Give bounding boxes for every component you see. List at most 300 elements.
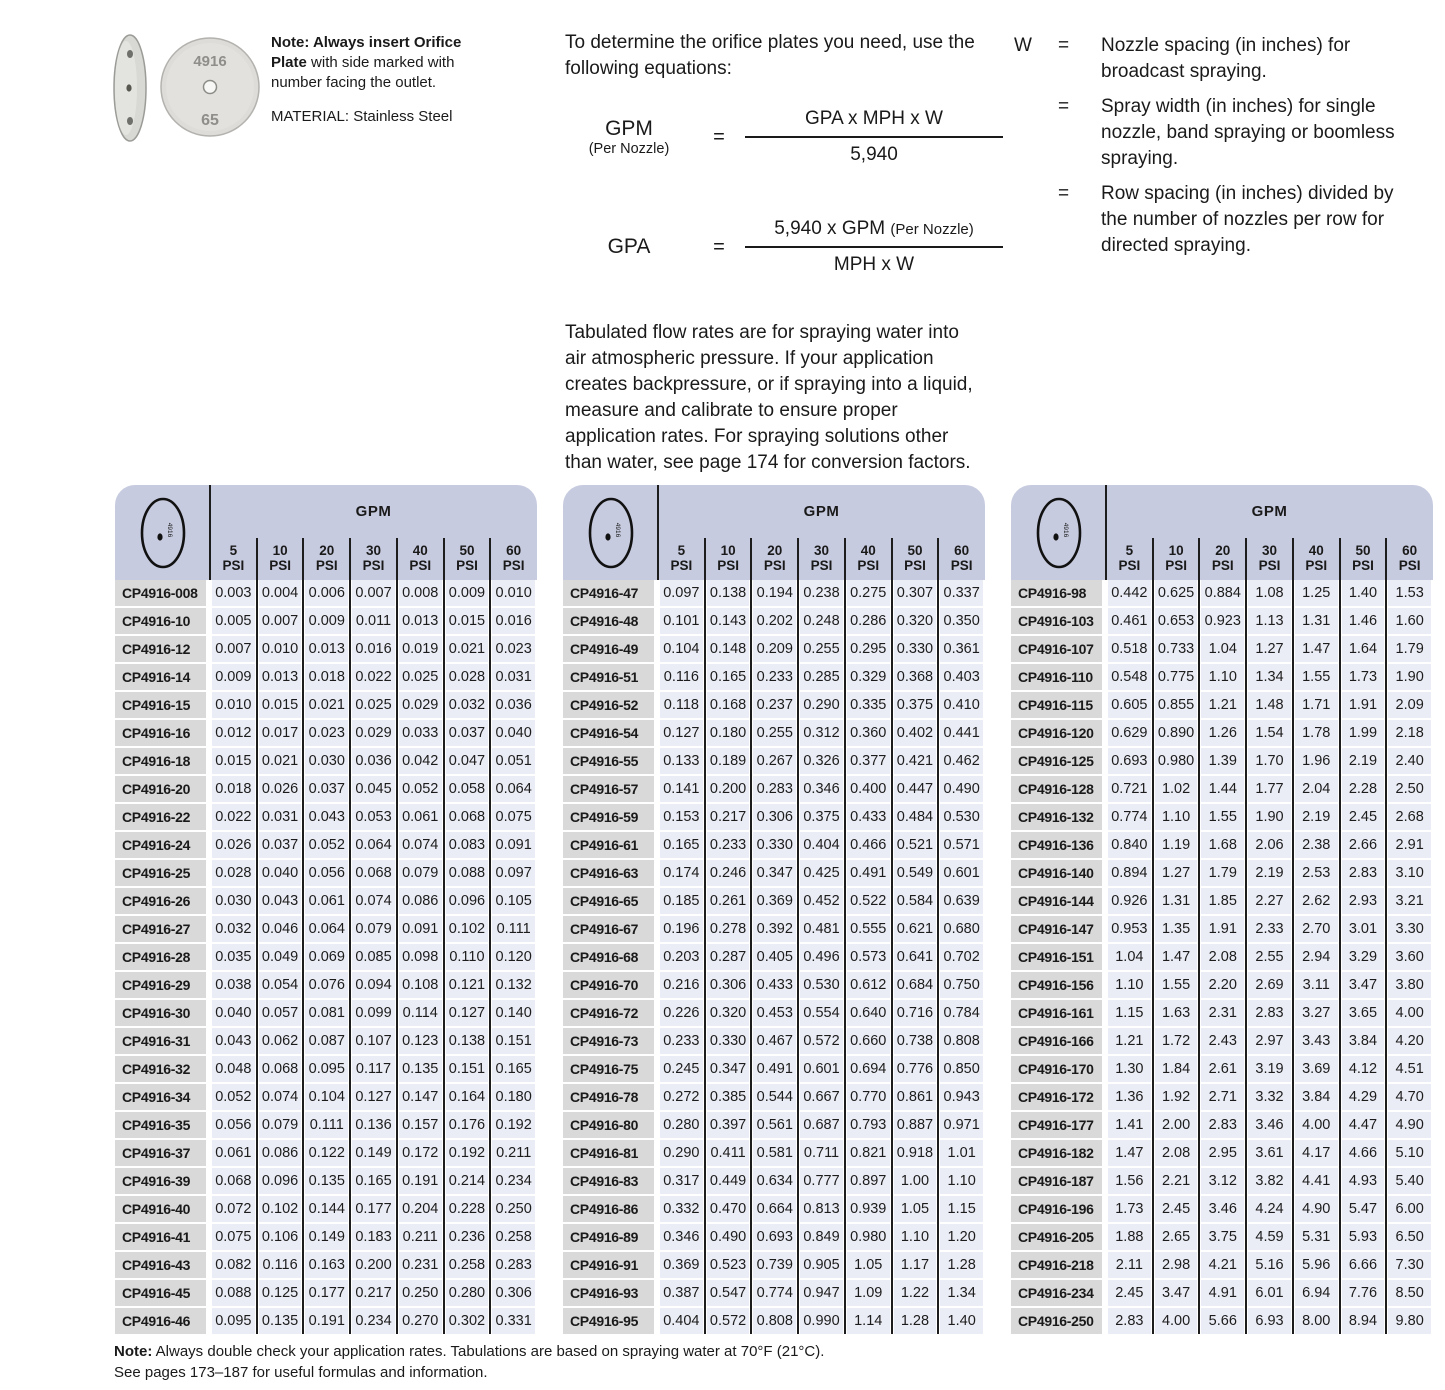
gpm-value-cell: 0.821: [847, 1140, 890, 1166]
psi-unit: PSI: [1305, 558, 1328, 573]
gpm-value-cell: 5.93: [1342, 1224, 1385, 1250]
gpm-value-cell: 3.65: [1342, 1000, 1385, 1026]
gpm-value-cell: 0.441: [940, 720, 983, 746]
gpa-denominator: MPH x W: [833, 254, 915, 275]
gpm-value-cell: 0.572: [800, 1028, 843, 1054]
gpm-value-cell: 0.058: [446, 776, 489, 802]
table-row: [563, 1000, 985, 1026]
gpm-value-cell: 8.50: [1388, 1280, 1431, 1306]
gpm-value-cell: 0.021: [305, 692, 348, 718]
gpm-value-cell: 0.048: [212, 1056, 255, 1082]
table-row: [563, 1056, 985, 1082]
gpm-value-cell: 0.025: [399, 664, 442, 690]
part-number-cell: CP4916-83: [563, 1168, 654, 1194]
gpm-value-cell: 4.12: [1342, 1056, 1385, 1082]
gpm-value-cell: 1.28: [894, 1308, 937, 1334]
part-number-cell: CP4916-51: [563, 664, 654, 690]
psi-header-cell: [303, 538, 350, 580]
psi-header-cell: [751, 538, 798, 580]
gpm-value-cell: 2.18: [1388, 720, 1431, 746]
equals-sign: =: [713, 235, 725, 258]
table-row: [115, 1252, 537, 1278]
table-header: [1011, 485, 1433, 580]
gpm-value-cell: 0.453: [753, 1000, 796, 1026]
gpm-value-cell: 1.79: [1201, 860, 1244, 886]
psi-unit: PSI: [456, 558, 478, 573]
gpm-value-cell: 0.045: [352, 776, 395, 802]
gpm-value-cell: 0.850: [940, 1056, 983, 1082]
gpm-value-cell: 0.081: [305, 1000, 348, 1026]
table-row: [1011, 1140, 1433, 1166]
gpm-value-cell: 4.59: [1248, 1224, 1291, 1250]
psi-unit: PSI: [857, 558, 880, 573]
gpm-value-cell: 0.452: [800, 888, 843, 914]
part-number-cell: CP4916-95: [563, 1308, 654, 1334]
gpm-value-cell: 0.015: [259, 692, 302, 718]
footer-note: [114, 1341, 1014, 1383]
gpm-value-cell: 0.192: [446, 1140, 489, 1166]
gpm-value-cell: 1.17: [894, 1252, 937, 1278]
gpm-value-cell: 0.017: [259, 720, 302, 746]
table-row: [115, 664, 537, 690]
gpm-value-cell: 0.136: [352, 1112, 395, 1138]
equals-sign: =: [1058, 96, 1070, 117]
gpm-value-cell: 0.884: [1201, 580, 1244, 606]
gpm-value-cell: 0.083: [446, 832, 489, 858]
gpm-value-cell: 0.076: [305, 972, 348, 998]
gpm-value-cell: 0.127: [660, 720, 703, 746]
gpm-value-cell: 0.068: [352, 860, 395, 886]
table-row: [563, 720, 985, 746]
gpm-value-cell: 5.66: [1201, 1308, 1244, 1334]
table-header-right: [210, 485, 537, 580]
part-number-cell: CP4916-156: [1011, 972, 1102, 998]
psi-value: 30: [814, 543, 830, 558]
gpm-value-cell: 0.280: [660, 1112, 703, 1138]
gpm-value-cell: 1.55: [1201, 804, 1244, 830]
gpm-value-cell: 0.425: [800, 860, 843, 886]
table-row: [1011, 1000, 1433, 1026]
gpm-value-cell: 2.45: [1342, 804, 1385, 830]
gpm-value-cell: 0.180: [492, 1084, 535, 1110]
gpm-value-cell: 0.233: [707, 832, 750, 858]
column-divider-line: [750, 538, 752, 1334]
psi-unit: PSI: [315, 558, 338, 573]
psi-value: 20: [767, 543, 783, 558]
gpm-value-cell: 0.209: [753, 636, 796, 662]
gpm-value-cell: 3.32: [1248, 1084, 1291, 1110]
column-divider-line: [302, 538, 304, 1334]
gpm-value-cell: 0.106: [259, 1224, 302, 1250]
psi-unit: PSI: [1398, 558, 1421, 573]
gpa-label: GPA: [607, 235, 651, 258]
gpm-value-cell: 3.43: [1295, 1028, 1338, 1054]
gpm-value-cell: 0.147: [399, 1084, 442, 1110]
gpm-value-cell: 0.750: [940, 972, 983, 998]
gpm-value-cell: 0.102: [446, 916, 489, 942]
gpm-value-cell: 1.21: [1108, 1028, 1151, 1054]
gpm-value-cell: 5.10: [1388, 1140, 1431, 1166]
part-number-cell: CP4916-34: [115, 1084, 206, 1110]
gpm-value-cell: 0.202: [753, 608, 796, 634]
gpm-value-cell: 2.50: [1388, 776, 1431, 802]
part-number-cell: CP4916-40: [115, 1196, 206, 1222]
table-row: [1011, 804, 1433, 830]
gpm-value-cell: 0.013: [305, 636, 348, 662]
gpm-value-cell: 0.855: [1155, 692, 1198, 718]
gpm-value-cell: 0.258: [446, 1252, 489, 1278]
gpm-value-cell: 0.016: [352, 636, 395, 662]
gpm-value-cell: 0.544: [753, 1084, 796, 1110]
gpm-value-cell: 1.72: [1155, 1028, 1198, 1054]
table-row: [1011, 1084, 1433, 1110]
gpm-value-cell: 0.278: [707, 916, 750, 942]
gpm-value-cell: 0.774: [753, 1280, 796, 1306]
gpm-value-cell: 0.490: [707, 1224, 750, 1250]
part-number-cell: CP4916-170: [1011, 1056, 1102, 1082]
gpm-value-cell: 0.087: [305, 1028, 348, 1054]
gpm-value-cell: 0.148: [707, 636, 750, 662]
gpm-value-cell: 3.30: [1388, 916, 1431, 942]
table-body: [115, 580, 537, 1334]
gpm-value-cell: 0.467: [753, 1028, 796, 1054]
gpm-value-cell: 0.079: [259, 1112, 302, 1138]
gpm-value-cell: 0.052: [399, 776, 442, 802]
gpm-value-cell: 0.625: [1155, 580, 1198, 606]
gpm-value-cell: 3.80: [1388, 972, 1431, 998]
gpm-value-cell: 0.151: [492, 1028, 535, 1054]
gpm-value-cell: 0.897: [847, 1168, 890, 1194]
gpa-equation-lhs: [565, 235, 693, 259]
gpm-value-cell: 1.63: [1155, 1000, 1198, 1026]
gpm-value-cell: 0.491: [847, 860, 890, 886]
psi-unit: PSI: [409, 558, 432, 573]
gpm-value-cell: 0.036: [492, 692, 535, 718]
gpm-value-cell: 0.075: [492, 804, 535, 830]
table-row: [563, 916, 985, 942]
gpm-value-cell: 0.320: [894, 608, 937, 634]
gpm-value-cell: 0.680: [940, 916, 983, 942]
gpm-value-cell: 1.10: [1155, 804, 1198, 830]
gpm-value-cell: 6.94: [1295, 1280, 1338, 1306]
gpm-value-cell: 0.255: [753, 720, 796, 746]
gpm-value-cell: 0.548: [1108, 664, 1151, 690]
gpm-value-cell: 0.165: [707, 664, 750, 690]
gpm-value-cell: 0.157: [399, 1112, 442, 1138]
gpm-denominator: 5,940: [850, 144, 898, 165]
equals-sign: =: [1058, 183, 1070, 204]
gpm-value-cell: 0.196: [660, 916, 703, 942]
gpm-value-cell: 0.375: [800, 804, 843, 830]
w-definitions: [1014, 33, 1409, 259]
gpm-value-cell: 0.200: [352, 1252, 395, 1278]
gpm-value-cell: 1.55: [1295, 664, 1338, 690]
gpm-column-group-label: GPM: [803, 503, 840, 520]
gpm-value-cell: 0.275: [847, 580, 890, 606]
part-number-cell: CP4916-41: [115, 1224, 206, 1250]
part-number-cell: CP4916-49: [563, 636, 654, 662]
gpm-value-cell: 0.021: [259, 748, 302, 774]
gpm-value-cell: 0.085: [352, 944, 395, 970]
table-row: [1011, 832, 1433, 858]
table-row: [115, 776, 537, 802]
gpm-value-cell: 0.072: [212, 1196, 255, 1222]
gpm-value-cell: 0.776: [894, 1056, 937, 1082]
gpm-value-cell: 0.641: [894, 944, 937, 970]
gpm-value-cell: 0.068: [259, 1056, 302, 1082]
gpm-value-cell: 0.280: [446, 1280, 489, 1306]
part-number-cell: CP4916-26: [115, 888, 206, 914]
gpm-value-cell: 2.11: [1108, 1252, 1151, 1278]
gpm-value-cell: 0.721: [1108, 776, 1151, 802]
gpm-value-cell: 0.234: [352, 1308, 395, 1334]
column-divider-line: [443, 538, 445, 1334]
table-row: [115, 1000, 537, 1026]
part-number-cell: CP4916-218: [1011, 1252, 1102, 1278]
gpm-value-cell: 1.92: [1155, 1084, 1198, 1110]
gpm-value-cell: 3.84: [1295, 1084, 1338, 1110]
gpm-value-cell: 0.108: [399, 972, 442, 998]
part-number-cell: CP4916-205: [1011, 1224, 1102, 1250]
flow-table-3: [1011, 485, 1433, 1334]
gpm-value-cell: 0.028: [446, 664, 489, 690]
gpm-value-cell: 0.547: [707, 1280, 750, 1306]
column-divider-line: [1339, 538, 1341, 1334]
gpm-value-cell: 1.09: [847, 1280, 890, 1306]
gpm-label: GPM: [605, 117, 653, 140]
table-header-right: [658, 485, 985, 580]
gpm-value-cell: 0.237: [753, 692, 796, 718]
gpm-value-cell: 5.40: [1388, 1168, 1431, 1194]
gpm-value-cell: 2.08: [1155, 1140, 1198, 1166]
table-corner: [563, 485, 658, 580]
table-row: [115, 1028, 537, 1054]
part-number-cell: CP4916-140: [1011, 860, 1102, 886]
gpm-value-cell: 0.008: [399, 580, 442, 606]
column-divider-line: [349, 538, 351, 1334]
table-row: [563, 664, 985, 690]
gpm-value-cell: 1.05: [894, 1196, 937, 1222]
gpm-value-cell: 0.047: [446, 748, 489, 774]
gpm-value-cell: 0.738: [894, 1028, 937, 1054]
gpm-value-cell: 0.007: [259, 608, 302, 634]
gpm-value-cell: 2.71: [1201, 1084, 1244, 1110]
gpm-value-cell: 1.21: [1201, 692, 1244, 718]
gpm-value-cell: 0.140: [492, 1000, 535, 1026]
gpm-value-cell: 2.19: [1295, 804, 1338, 830]
gpm-value-cell: 0.953: [1108, 916, 1151, 942]
gpm-value-cell: 0.029: [399, 692, 442, 718]
material-text: MATERIAL: Stainless Steel: [271, 108, 453, 125]
gpm-value-cell: 2.97: [1248, 1028, 1291, 1054]
table-corner: [1011, 485, 1106, 580]
gpm-value-cell: 0.612: [847, 972, 890, 998]
gpm-value-cell: 0.036: [352, 748, 395, 774]
gpm-value-cell: 0.561: [753, 1112, 796, 1138]
gpm-value-cell: 0.037: [446, 720, 489, 746]
gpm-value-cell: 0.350: [940, 608, 983, 634]
table-row: [115, 972, 537, 998]
part-number-cell: CP4916-166: [1011, 1028, 1102, 1054]
gpm-value-cell: 0.176: [446, 1112, 489, 1138]
table-row: [563, 888, 985, 914]
gpm-value-cell: 0.043: [259, 888, 302, 914]
gpm-value-cell: 0.120: [492, 944, 535, 970]
gpm-value-cell: 0.777: [800, 1168, 843, 1194]
gpm-value-cell: 0.088: [446, 860, 489, 886]
gpm-value-cell: 0.306: [492, 1280, 535, 1306]
equals-sign: =: [1058, 35, 1070, 56]
gpm-value-cell: 0.094: [352, 972, 395, 998]
gpm-value-cell: 0.234: [492, 1168, 535, 1194]
part-number-cell: CP4916-147: [1011, 916, 1102, 942]
psi-header-cell: [1153, 538, 1200, 580]
gpm-value-cell: 0.107: [352, 1028, 395, 1054]
table-row: [1011, 748, 1433, 774]
gpa-numerator-main: 5,940 x GPM: [774, 218, 891, 239]
part-number-cell: CP4916-187: [1011, 1168, 1102, 1194]
gpm-value-cell: 2.61: [1201, 1056, 1244, 1082]
part-number-cell: CP4916-25: [115, 860, 206, 886]
gpm-value-cell: 0.088: [212, 1280, 255, 1306]
gpm-value-cell: 0.032: [212, 916, 255, 942]
gpm-value-cell: 0.029: [352, 720, 395, 746]
table-row: [1011, 916, 1433, 942]
gpm-value-cell: 0.433: [753, 972, 796, 998]
gpm-value-cell: 0.250: [399, 1280, 442, 1306]
gpm-value-cell: 0.521: [894, 832, 937, 858]
gpm-value-cell: 1.35: [1155, 916, 1198, 942]
gpm-value-cell: 0.023: [305, 720, 348, 746]
gpm-value-cell: 0.286: [847, 608, 890, 634]
gpm-value-cell: 1.15: [940, 1196, 983, 1222]
table-row: [1011, 1196, 1433, 1222]
gpm-value-cell: 4.00: [1295, 1112, 1338, 1138]
gpm-value-cell: 0.442: [1108, 580, 1151, 606]
table-row: [115, 860, 537, 886]
gpm-value-cell: 0.433: [847, 804, 890, 830]
psi-value: 5: [1125, 543, 1134, 558]
gpm-value-cell: 0.116: [259, 1252, 302, 1278]
table-row: [1011, 944, 1433, 970]
gpm-value-cell: 3.61: [1248, 1140, 1291, 1166]
gpm-value-cell: 0.127: [446, 1000, 489, 1026]
gpm-value-cell: 2.94: [1295, 944, 1338, 970]
gpm-value-cell: 0.069: [305, 944, 348, 970]
gpm-value-cell: 0.079: [399, 860, 442, 886]
gpm-value-cell: 0.584: [894, 888, 937, 914]
gpm-value-cell: 2.31: [1201, 1000, 1244, 1026]
gpm-value-cell: 1.40: [1342, 580, 1385, 606]
table-row: [563, 1112, 985, 1138]
psi-unit: PSI: [810, 558, 833, 573]
gpm-value-cell: 1.60: [1388, 608, 1431, 634]
table-row: [563, 972, 985, 998]
table-row: [563, 1140, 985, 1166]
gpm-value-cell: 0.035: [212, 944, 255, 970]
table-row: [115, 888, 537, 914]
part-number-cell: CP4916-29: [115, 972, 206, 998]
gpm-value-cell: 0.250: [492, 1196, 535, 1222]
gpm-value-cell: 0.496: [800, 944, 843, 970]
gpm-value-cell: 1.47: [1108, 1140, 1151, 1166]
gpm-value-cell: 0.449: [707, 1168, 750, 1194]
gpm-value-cell: 2.53: [1295, 860, 1338, 886]
gpm-value-cell: 0.887: [894, 1112, 937, 1138]
table-row: [115, 1280, 537, 1306]
gpm-value-cell: 0.040: [492, 720, 535, 746]
gpm-value-cell: 0.052: [212, 1084, 255, 1110]
psi-header-cell: [444, 538, 491, 580]
gpm-value-cell: 0.031: [259, 804, 302, 830]
gpm-value-cell: 0.164: [446, 1084, 489, 1110]
gpm-value-cell: 0.523: [707, 1252, 750, 1278]
gpm-value-cell: 0.605: [1108, 692, 1151, 718]
svg-text:4916: 4916: [165, 522, 173, 537]
gpm-value-cell: 0.267: [753, 748, 796, 774]
gpm-value-cell: 0.183: [352, 1224, 395, 1250]
gpm-value-cell: 0.231: [399, 1252, 442, 1278]
gpm-value-cell: 0.530: [800, 972, 843, 998]
gpm-value-cell: 0.387: [660, 1280, 703, 1306]
gpm-value-cell: 0.153: [660, 804, 703, 830]
gpm-value-cell: 0.096: [259, 1168, 302, 1194]
insert-note-bold: Note: Always insert Orifice Plate: [271, 34, 462, 71]
gpm-value-cell: 4.21: [1201, 1252, 1244, 1278]
gpm-value-cell: 0.555: [847, 916, 890, 942]
psi-unit: PSI: [269, 558, 291, 573]
gpm-value-cell: 0.295: [847, 636, 890, 662]
gpm-value-cell: 2.09: [1388, 692, 1431, 718]
part-number-cell: CP4916-161: [1011, 1000, 1102, 1026]
gpm-value-cell: 0.211: [492, 1140, 535, 1166]
gpm-value-cell: 0.079: [352, 916, 395, 942]
gpm-value-cell: 0.010: [259, 636, 302, 662]
footer-note-line1-rest: Always double check your application rates. Tabulations are based on spraying water at 70°F (21°C).: [152, 1343, 825, 1360]
gpm-value-cell: 1.13: [1248, 608, 1291, 634]
gpm-value-cell: 2.27: [1248, 888, 1291, 914]
gpm-value-cell: 0.233: [660, 1028, 703, 1054]
part-number-cell: CP4916-89: [563, 1224, 654, 1250]
part-number-cell: CP4916-20: [115, 776, 206, 802]
gpm-value-cell: 0.571: [940, 832, 983, 858]
psi-value: 5: [229, 543, 238, 558]
gpm-value-cell: 0.116: [660, 664, 703, 690]
psi-header-cell: [397, 538, 444, 580]
gpm-value-cell: 8.00: [1295, 1308, 1338, 1334]
gpm-value-cell: 0.238: [800, 580, 843, 606]
gpm-value-cell: 0.026: [212, 832, 255, 858]
gpm-value-cell: 0.165: [492, 1056, 535, 1082]
gpm-numerator: GPA x MPH x W: [745, 108, 1003, 138]
table-body: [563, 580, 985, 1334]
table-row: [115, 580, 537, 606]
gpm-value-cell: 0.005: [212, 608, 255, 634]
table-row: [563, 1084, 985, 1110]
psi-header-cell: [490, 538, 537, 580]
gpm-value-cell: 0.009: [446, 580, 489, 606]
gpm-value-cell: 0.784: [940, 1000, 983, 1026]
gpm-value-cell: 4.00: [1388, 1000, 1431, 1026]
gpm-value-cell: 0.808: [753, 1308, 796, 1334]
gpm-value-cell: 1.41: [1108, 1112, 1151, 1138]
gpm-value-cell: 0.062: [259, 1028, 302, 1054]
gpm-value-cell: 6.01: [1248, 1280, 1291, 1306]
plate-marking-bottom: 65: [201, 112, 219, 129]
gpm-value-cell: 0.135: [399, 1056, 442, 1082]
gpm-value-cell: 0.026: [259, 776, 302, 802]
gpm-value-cell: 0.248: [800, 608, 843, 634]
